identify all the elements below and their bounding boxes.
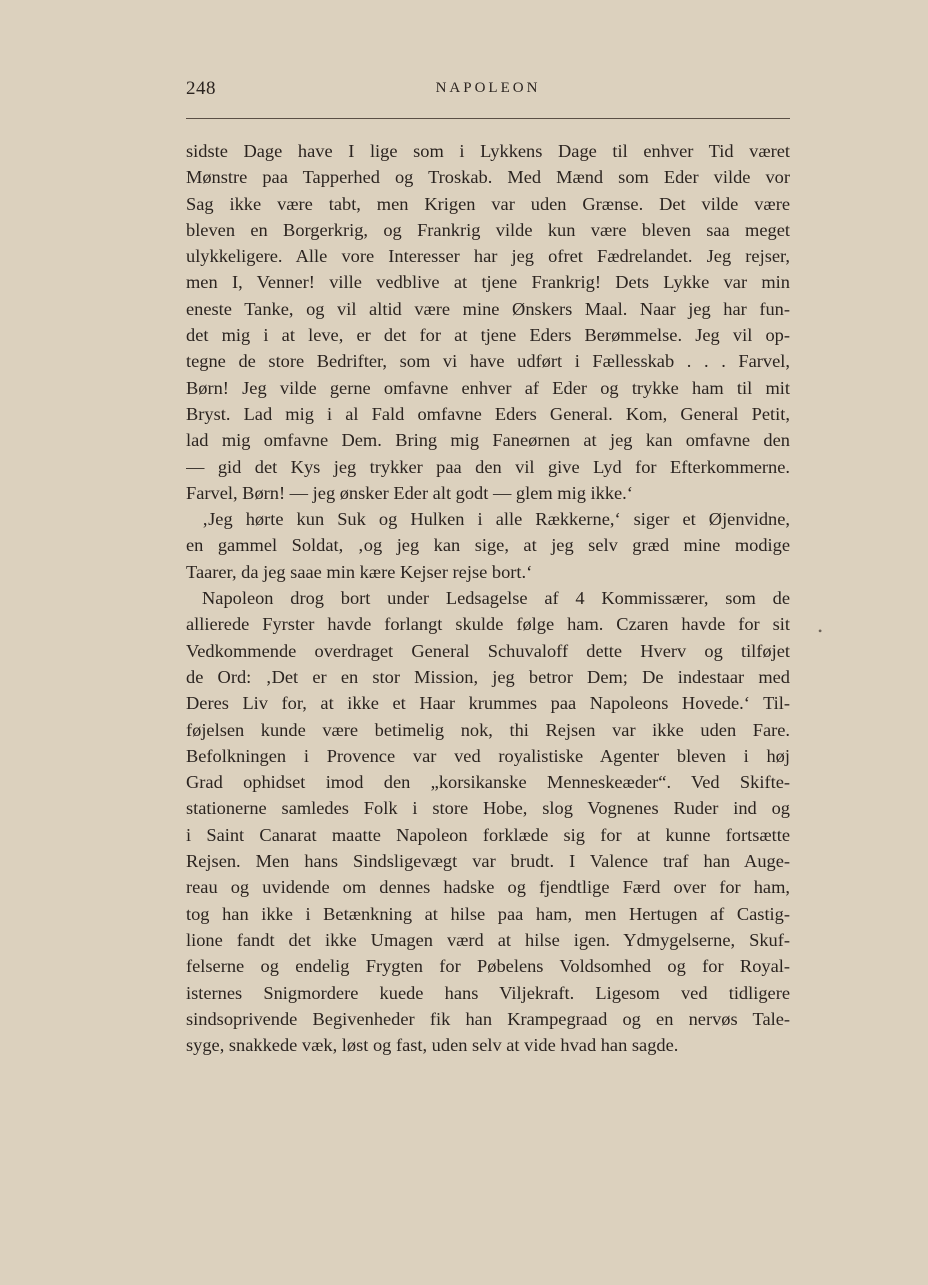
text-line: tog han ikke i Betænkning at hilse paa ham, men Hertugen af Castig- (186, 903, 790, 924)
text-line: føjelsen kunde være betimelig nok, thi Rejsen var ikke uden Fare. (186, 719, 790, 740)
text-line: syge, snakkede væk, løst og fast, uden selv at vide hvad han sagde. (186, 1035, 679, 1056)
text-line: isternes Snigmordere kuede hans Viljekraft. Ligesom ved tidligere (186, 982, 790, 1003)
text-line: tegne de store Bedrifter, som vi have udført i Fællesskab . . . Farvel, (186, 351, 790, 372)
text-line: allierede Fyrster havde forlangt skulde følge ham. Czaren havde for sit (186, 614, 790, 635)
text-line: stationerne samledes Folk i store Hobe, slog Vognenes Ruder ind og (186, 798, 790, 819)
text-line: Deres Liv for, at ikke et Haar krummes paa Napoleons Hovede.‘ Til- (186, 693, 790, 714)
text-line: ulykkeligere. Alle vore Interesser har jeg ofret Fædrelandet. Jeg rejser, (186, 246, 790, 267)
text-line: lad mig omfavne Dem. Bring mig Faneørnen at jeg kan omfavne den (186, 430, 790, 451)
header-rule (186, 118, 790, 119)
text-line: lione fandt det ikke Umagen værd at hilse igen. Ydmygelserne, Skuf- (186, 929, 790, 950)
text-line: Grad ophidset imod den „korsikanske Menneskeæder“. Ved Skifte- (186, 772, 790, 793)
text-line: de Ord: ‚Det er en stor Mission, jeg betror Dem; De indestaar med (186, 666, 790, 687)
text-line: det mig i at leve, er det for at tjene Eders Berømmelse. Jeg vil op- (186, 325, 790, 346)
text-line: Vedkommende overdraget General Schuvaloff dette Hverv og tilføjet (186, 640, 790, 661)
body-text (186, 138, 790, 1058)
text-line: en gammel Soldat, ‚og jeg kan sige, at jeg selv græd mine modige (186, 535, 790, 556)
text-line: reau og uvidende om dennes hadske og fjendtlige Færd over for ham, (186, 877, 790, 898)
text-line: bleven en Borgerkrig, og Frankrig vilde kun være bleven saa meget (186, 219, 790, 240)
text-line: eneste Tanke, og vil altid være mine Ønskers Maal. Naar jeg har fun- (186, 298, 790, 319)
running-title: NAPOLEON (435, 80, 541, 96)
text-line: Sag ikke være tabt, men Krigen var uden Grænse. Det vilde være (186, 193, 790, 214)
page-number: 248 (186, 78, 216, 99)
text-line: — gid det Kys jeg trykker paa den vil give Lyd for Efterkommerne. (186, 456, 790, 477)
text-line: Taarer, da jeg saae min kære Kejser rejse bort.‘ (186, 561, 533, 582)
text-line: i Saint Canarat maatte Napoleon forklæde sig for at kunne fortsætte (186, 824, 790, 845)
text-line: ‚Jeg hørte kun Suk og Hulken i alle Rækkerne,‘ siger et Øjenvidne, (202, 509, 790, 530)
text-line: Mønstre paa Tapperhed og Troskab. Med Mænd som Eder vilde vor (186, 167, 790, 188)
text-line: Bryst. Lad mig i al Fald omfavne Eders General. Kom, General Petit, (186, 403, 790, 424)
text-line: Rejsen. Men hans Sindsligevægt var brudt. I Valence traf han Auge- (186, 851, 790, 872)
running-head (186, 78, 790, 102)
text-line: Befolkningen i Provence var ved royalistiske Agenter bleven i høj (186, 745, 790, 766)
text-line: Napoleon drog bort under Ledsagelse af 4 Kommissærer, som de (202, 588, 790, 609)
text-line: felserne og endelig Frygten for Pøbelens Voldsomhed og for Royal- (186, 956, 790, 977)
text-line: sindsoprivende Begivenheder fik han Krampegraad og en nervøs Tale- (186, 1008, 790, 1029)
text-line: sidste Dage have I lige som i Lykkens Dage til enhver Tid været (186, 141, 790, 161)
text-line: Børn! Jeg vilde gerne omfavne enhver af Eder og trykke ham til mit (186, 377, 790, 398)
paper-speck: • (818, 624, 823, 638)
text-line: Farvel, Børn! — jeg ønsker Eder alt godt — glem mig ikke.‘ (186, 482, 633, 503)
text-line: men I, Venner! ville vedblive at tjene Frankrig! Dets Lykke var min (186, 272, 790, 293)
